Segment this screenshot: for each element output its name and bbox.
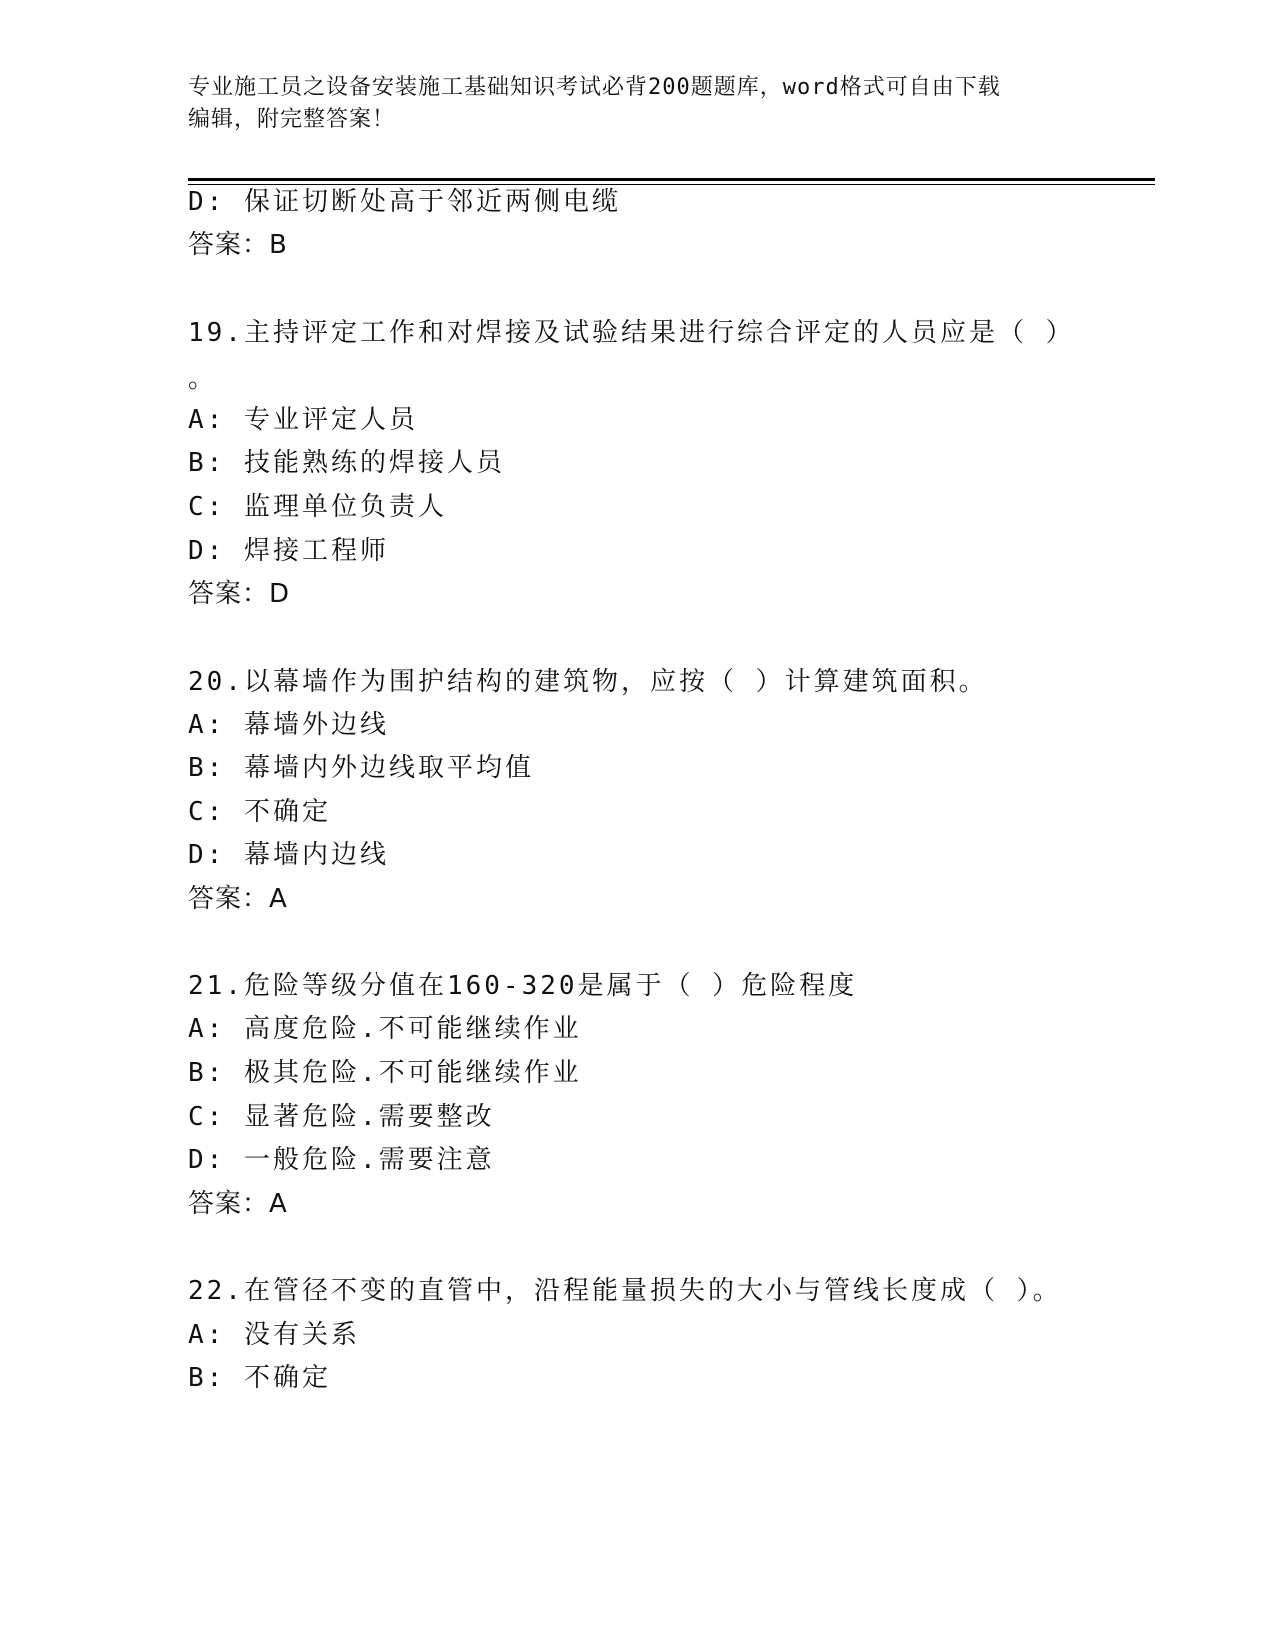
prev-answer: 答案：B [188, 230, 288, 260]
prev-option-d: D: 保证切断处高于邻近两侧电缆 [188, 187, 621, 217]
q21-option-d: D: 一般危险.需要注意 [188, 1145, 495, 1175]
header-line-1: 专业施工员之设备安装施工基础知识考试必背200题题库，word格式可自由下载 [188, 75, 1001, 100]
header-line-2: 编辑，附完整答案！ [188, 107, 396, 132]
q19-answer: 答案：D [188, 579, 291, 609]
q20-option-b: B: 幕墙内外边线取平均值 [188, 753, 534, 783]
q21-stem: 21.危险等级分值在160-320是属于（ ）危险程度 [188, 971, 858, 1001]
q19-option-a: A: 专业评定人员 [188, 405, 418, 435]
q20-option-c: C: 不确定 [188, 797, 331, 827]
q20-option-a: A: 幕墙外边线 [188, 710, 389, 740]
q20-option-d: D: 幕墙内边线 [188, 840, 389, 870]
q20-answer: 答案：A [188, 884, 288, 914]
q19-stem-line-1: 19.主持评定工作和对焊接及试验结果进行综合评定的人员应是（ ） [188, 318, 1075, 348]
q22-stem: 22.在管径不变的直管中，沿程能量损失的大小与管线长度成（ ）。 [188, 1276, 1062, 1306]
q22-option-a: A: 没有关系 [188, 1320, 360, 1350]
q21-option-b: B: 极其危险.不可能继续作业 [188, 1058, 582, 1088]
q19-stem-line-2: 。 [188, 364, 218, 394]
q19-option-d: D: 焊接工程师 [188, 536, 389, 566]
header-divider-thick [188, 178, 1155, 181]
document-header [188, 72, 1068, 136]
q20-stem: 20.以幕墙作为围护结构的建筑物，应按（ ）计算建筑面积。 [188, 667, 988, 697]
q22-option-b: B: 不确定 [188, 1363, 331, 1393]
q21-answer: 答案：A [188, 1189, 288, 1219]
q19-option-c: C: 监理单位负责人 [188, 492, 447, 522]
q21-option-c: C: 显著危险.需要整改 [188, 1102, 495, 1132]
q21-option-a: A: 高度危险.不可能继续作业 [188, 1014, 582, 1044]
q19-option-b: B: 技能熟练的焊接人员 [188, 448, 505, 478]
